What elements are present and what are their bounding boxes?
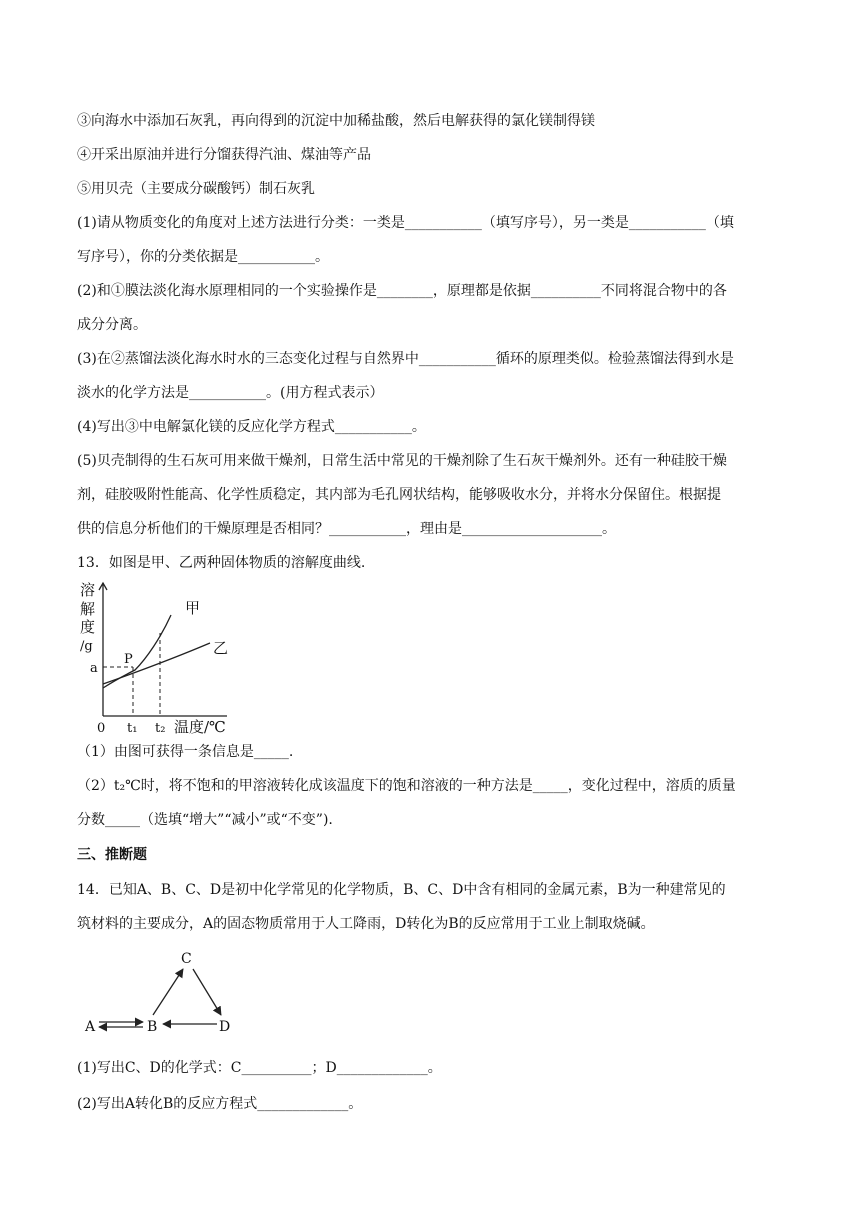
- y-label-3: 度: [80, 618, 96, 636]
- text-line-6: (2)和①膜法淡化海水原理相同的一个实验操作是________，原理都是依据__________不同将混合物中的各: [77, 283, 727, 299]
- node-c: C: [181, 951, 192, 967]
- text-line-2: ④开采出原油并进行分馏获得汽油、煤油等产品: [77, 147, 371, 163]
- node-a: A: [85, 1019, 96, 1035]
- curve-jia: [103, 615, 171, 688]
- t1-label: t₁: [127, 721, 138, 735]
- y-label-2: 解: [80, 600, 96, 618]
- question-13-heading: 13．如图是甲、乙两种固体物质的溶解度曲线.: [77, 555, 366, 571]
- text-line-12: 剂，硅胶吸附性能高、化学性质稳定，其内部为毛孔网状结构，能够吸收水分，并将水分保留住。根据提: [77, 487, 721, 503]
- question-14-part-2: (2)写出A转化B的反应方程式_____________。: [77, 1096, 363, 1112]
- y-label-1: 溶: [80, 581, 96, 599]
- question-14-part-1: (1)写出C、D的化学式：C__________；D_____________。: [77, 1060, 442, 1076]
- series-label-yi: 乙: [213, 639, 229, 657]
- node-d: D: [219, 1019, 231, 1035]
- question-14-line-2: 筑材料的主要成分，A的固态物质常用于人工降雨，D转化为B的反应常用于工业上制取烧碱。: [77, 916, 655, 932]
- a-label: a: [90, 661, 98, 676]
- relation-diagram: [77, 945, 247, 1045]
- solubility-chart: [77, 575, 257, 735]
- text-line-16: （2）t₂℃时，将不饱和的甲溶液转化成该温度下的饱和溶液的一种方法是_____，变化过程中，溶质的质量: [77, 778, 736, 794]
- question-14-line-1: 14．已知A、B、C、D是初中化学常见的化学物质，B、C、D中含有相同的金属元素，B为一种建常见的: [77, 882, 726, 898]
- text-line-3: ⑤用贝壳（主要成分碳酸钙）制石灰乳: [77, 181, 315, 197]
- t2-label: t₂: [155, 721, 166, 735]
- text-line-8: (3)在②蒸馏法淡化海水时水的三态变化过程与自然界中___________循环的原理类似。检验蒸馏法得到水是: [77, 351, 734, 367]
- arrow-b-to-c: [153, 969, 183, 1015]
- text-line-9: 淡水的化学方法是___________。(用方程式表示）: [77, 385, 384, 401]
- text-line-17: 分数_____（选填“增大”“减小”或“不变”).: [77, 812, 333, 828]
- point-label-p: P: [124, 652, 133, 667]
- text-line-5: 写序号），你的分类依据是___________。: [77, 249, 329, 265]
- text-line-15: （1）由图可获得一条信息是_____.: [77, 744, 294, 760]
- curve-yi: [103, 643, 210, 684]
- text-line-4: (1)请从物质变化的角度对上述方法进行分类：一类是___________（填写序号），另一类是___________（填: [77, 215, 734, 231]
- text-line-13: 供的信息分析他们的干燥原理是否相同？___________，理由是____________________。: [77, 521, 616, 537]
- x-axis-label: 温度/℃: [174, 718, 226, 735]
- y-label-4: /g: [80, 639, 93, 654]
- series-label-jia: 甲: [185, 599, 201, 617]
- text-line-7: 成分分离。: [77, 317, 147, 333]
- text-line-1: ③向海水中添加石灰乳，再向得到的沉淀中加稀盐酸，然后电解获得的氯化镁制得镁: [77, 113, 595, 129]
- section-heading: 三、推断题: [77, 847, 147, 863]
- arrow-c-to-d: [193, 969, 221, 1015]
- text-line-10: (4)写出③中电解氯化镁的反应化学方程式___________。: [77, 419, 426, 435]
- origin-label: 0: [97, 721, 106, 735]
- node-b: B: [147, 1019, 158, 1035]
- text-line-11: (5)贝壳制得的生石灰可用来做干燥剂，日常生活中常见的干燥剂除了生石灰干燥剂外。还有一种硅胶干燥: [77, 453, 727, 469]
